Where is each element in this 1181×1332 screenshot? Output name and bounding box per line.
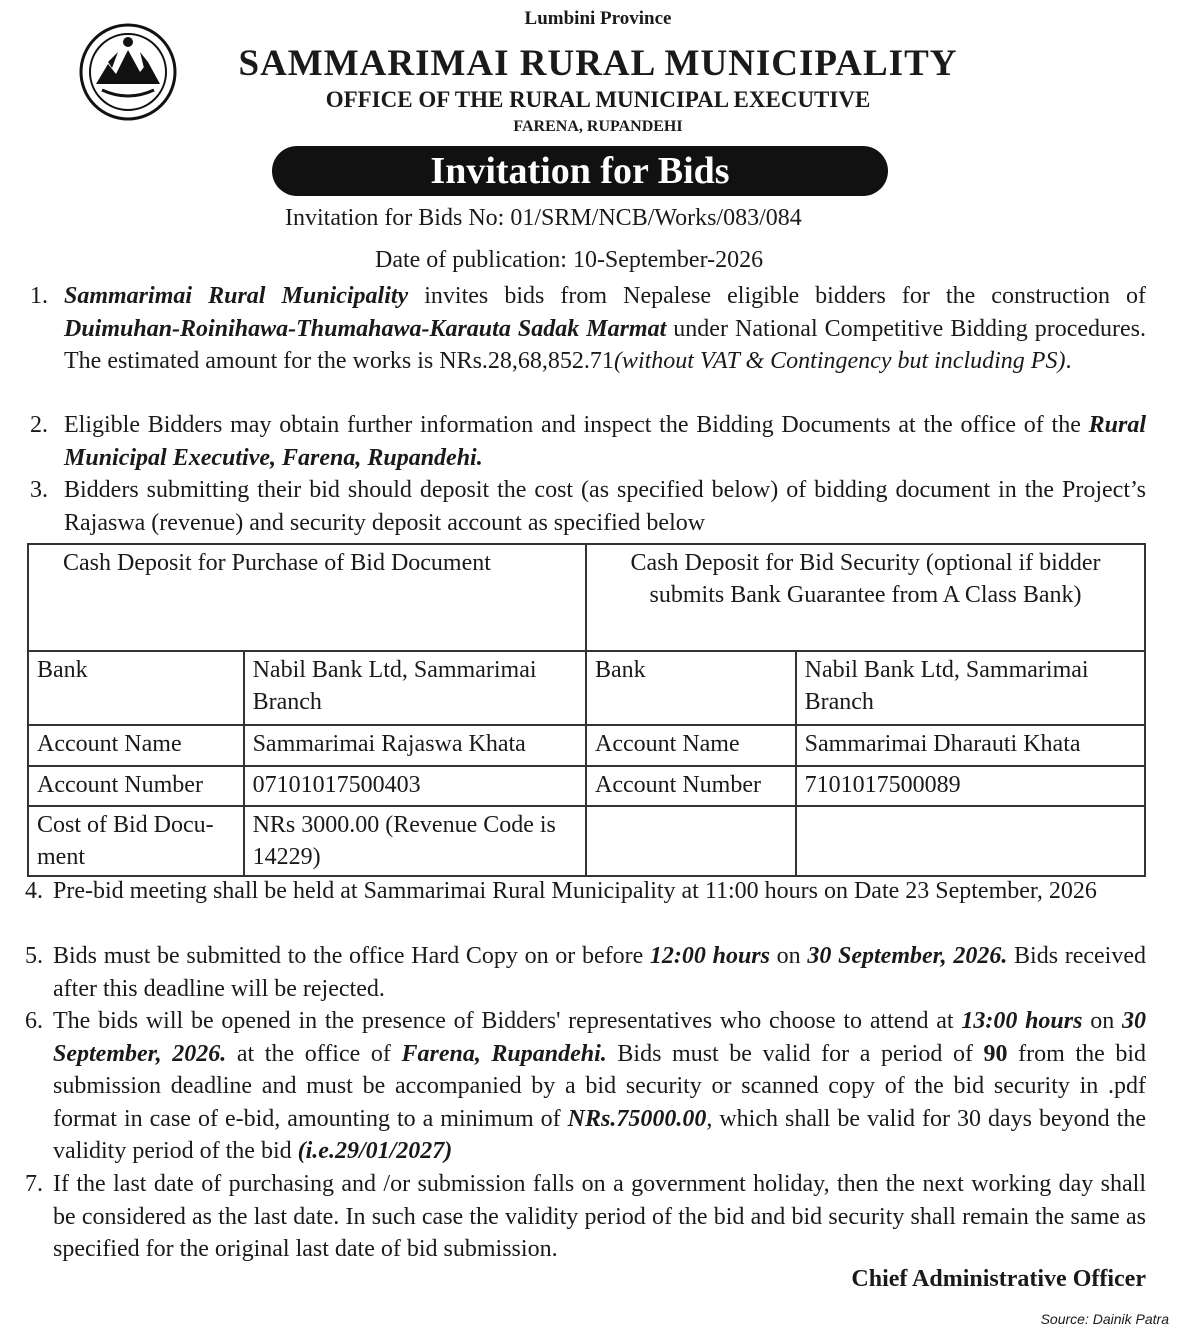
table-row bbox=[28, 766, 1145, 806]
text: . bbox=[1065, 348, 1072, 374]
office-location: FARENA, RUPANDEHI bbox=[513, 118, 683, 135]
text: Bids must be valid for a period of bbox=[606, 1040, 984, 1067]
paragraph-5 bbox=[25, 940, 1146, 1005]
text: Bids must be submitted to the office Hard Copy on or before bbox=[53, 943, 650, 969]
project-name: Duimuhan-Roinihawa-Thumahawa-Karauta Sadak Marmat bbox=[64, 315, 667, 342]
table-row bbox=[28, 806, 1145, 876]
publication-date: Date of publication: 10-September-2026 bbox=[375, 247, 764, 273]
table-cell: Nabil Bank Ltd, Sammarimai Branch bbox=[244, 651, 586, 725]
paragraph-3 bbox=[30, 474, 1146, 539]
text: The bids will be opened in the presence of Bidders' representatives who choose to attend at bbox=[53, 1008, 962, 1034]
signatory-title: Chief Administrative Officer bbox=[851, 1266, 1146, 1292]
opening-place: Farena, Rupandehi. bbox=[401, 1040, 607, 1067]
table-row bbox=[28, 725, 1145, 766]
item-number: 4. bbox=[25, 878, 43, 904]
table-cell: 7101017500089 bbox=[796, 766, 1145, 806]
paragraph-7 bbox=[25, 1168, 1146, 1266]
item-number: 1. bbox=[30, 283, 48, 309]
table-header-bid-document: Cash Deposit for Purchase of Bid Document bbox=[28, 544, 586, 651]
table-cell: Cost of Bid Docu-ment bbox=[28, 806, 244, 876]
table-cell: Bank bbox=[28, 651, 244, 725]
text: Bidders submitting their bid should deposit the cost (as specified below) of bidding document in the Project’s Rajaswa (revenue) and security deposit account as specified below bbox=[64, 477, 1146, 536]
bid-number: Invitation for Bids No: 01/SRM/NCB/Works/083/084 bbox=[285, 205, 802, 231]
validity-date: (i.e.29/01/2027) bbox=[297, 1138, 453, 1164]
table-cell: Account Number bbox=[586, 766, 796, 806]
text: invites bids from Nepalese eligible bidders for the construction of bbox=[408, 283, 1146, 309]
deposit-table bbox=[27, 543, 1146, 877]
amount-note: (without VAT & Contingency but including PS) bbox=[613, 348, 1066, 374]
item-number: 3. bbox=[30, 477, 48, 503]
table-row bbox=[28, 651, 1145, 725]
item-number: 7. bbox=[25, 1171, 43, 1197]
text: Eligible Bidders may obtain further information and inspect the Bidding Documents at the office of the bbox=[64, 412, 1089, 438]
text: , which shall be valid for 30 days beyond the validity period of the bid bbox=[53, 1105, 1146, 1164]
text: from the bid submission deadline and must be accompanied by a bid security or scanned copy of the bid security in .pdf format in case of e-bid, amounting to a minimum of bbox=[53, 1040, 1147, 1132]
bid-security-amount: NRs.75000.00 bbox=[567, 1105, 707, 1132]
table-cell: Account Number bbox=[28, 766, 244, 806]
table-cell: 07101017500403 bbox=[244, 766, 586, 806]
table-cell bbox=[796, 806, 1145, 876]
office-ref: Rural Municipal Executive, Farena, Rupandehi. bbox=[64, 412, 1146, 471]
text: Pre-bid meeting shall be held at Sammarimai Rural Municipality at 11:00 hours on Date 23 September, 2026 bbox=[53, 878, 1097, 904]
paragraph-2 bbox=[30, 409, 1146, 474]
table-cell: Sammarimai Rajaswa Khata bbox=[244, 725, 586, 766]
municipality-ref: Sammarimai Rural Municipality bbox=[64, 283, 409, 309]
table-cell: Account Name bbox=[586, 725, 796, 766]
notice-title-banner: Invitation for Bids bbox=[272, 146, 888, 196]
table-cell bbox=[586, 806, 796, 876]
validity-days: 90 bbox=[983, 1040, 1008, 1067]
paragraph-1 bbox=[30, 280, 1146, 378]
item-number: 5. bbox=[25, 943, 43, 969]
item-number: 6. bbox=[25, 1008, 43, 1034]
paragraph-6 bbox=[25, 1005, 1146, 1168]
deadline-time: 12:00 hours bbox=[649, 943, 770, 969]
table-cell: NRs 3000.00 (Revenue Code is 14229) bbox=[244, 806, 586, 876]
text: on bbox=[769, 943, 808, 969]
text: on bbox=[1082, 1008, 1123, 1034]
source-credit: Source: Dainik Patra bbox=[1040, 1311, 1169, 1327]
item-number: 2. bbox=[30, 412, 48, 438]
table-cell: Nabil Bank Ltd, Sammarimai Branch bbox=[796, 651, 1145, 725]
municipality-name: SAMMARIMAI RURAL MUNICIPALITY bbox=[238, 43, 958, 84]
opening-date: 30 September, 2026. bbox=[53, 1008, 1147, 1067]
province-name: Lumbini Province bbox=[524, 8, 672, 29]
table-cell: Sammarimai Dharauti Khata bbox=[796, 725, 1145, 766]
table-cell: Account Name bbox=[28, 725, 244, 766]
office-name: OFFICE OF THE RURAL MUNICIPAL EXECUTIVE bbox=[325, 87, 871, 112]
deadline-date: 30 September, 2026. bbox=[807, 943, 1008, 969]
opening-time: 13:00 hours bbox=[961, 1008, 1083, 1034]
table-header-bid-security: Cash Deposit for Bid Security (optional if bidder submits Bank Guarantee from A Class Bank) bbox=[586, 544, 1145, 651]
table-cell: Bank bbox=[586, 651, 796, 725]
text: Bids received after this deadline will be rejected. bbox=[53, 943, 1146, 1002]
text: If the last date of purchasing and /or submission falls on a government holiday, then the next working day shall be considered as the last date. In such case the validity period of the bid and bid security shall remain the same as specified for the original last date of bid submission. bbox=[53, 1171, 1146, 1262]
text: under National Competitive Bidding procedures. The estimated amount for the works is NRs.28,68,852.71 bbox=[64, 315, 1147, 374]
paragraph-4 bbox=[25, 875, 1146, 908]
text: at the office of bbox=[226, 1040, 402, 1067]
